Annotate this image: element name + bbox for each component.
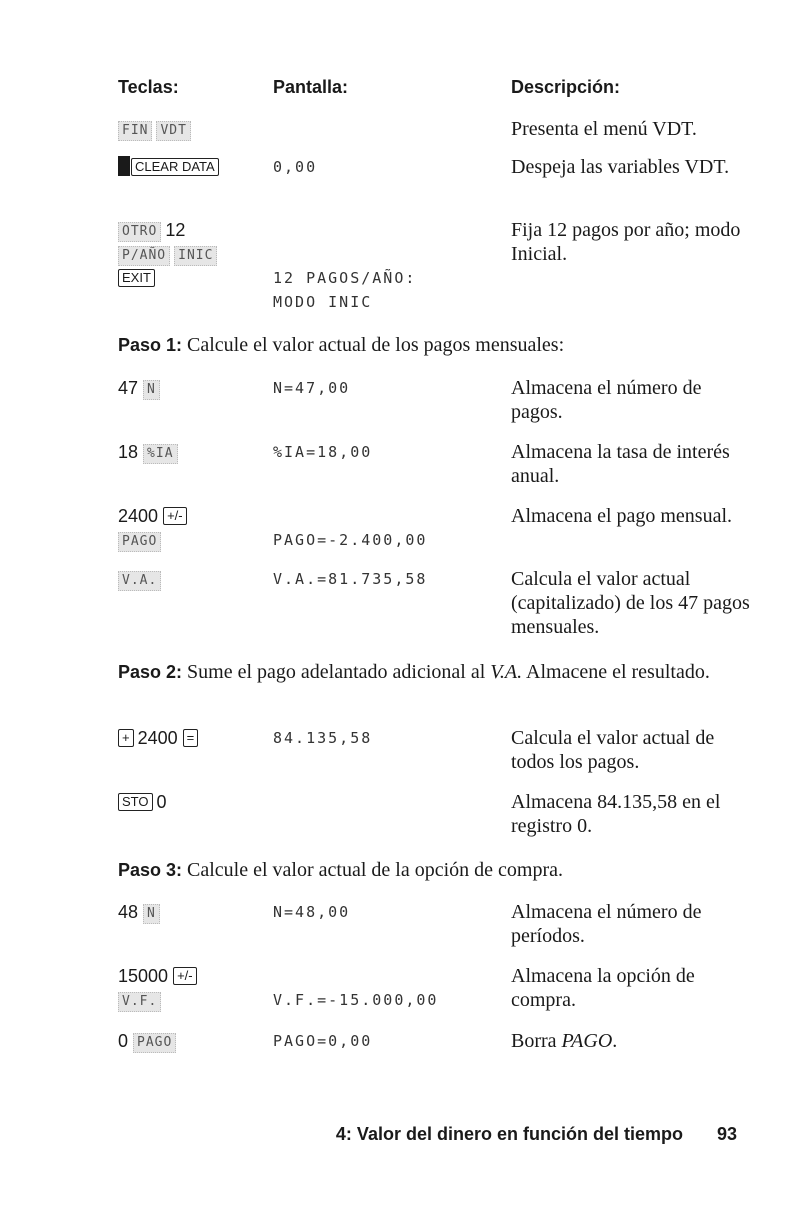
menu-key: %IA	[143, 444, 177, 464]
description-text: Almacena la tasa de interés anual.	[511, 441, 730, 487]
key-number: 15000	[118, 966, 169, 986]
step-2-italic: V.A.	[490, 661, 523, 683]
calculator-key: CLEAR DATA	[131, 158, 219, 176]
display-readout	[273, 218, 416, 314]
display-readout	[273, 1029, 372, 1053]
description-text: Fija 12 pagos por año; modo Inicial.	[511, 219, 741, 265]
calculator-key: EXIT	[118, 269, 155, 287]
display-readout	[273, 376, 350, 400]
display-line	[273, 964, 438, 988]
key-sequence	[118, 790, 167, 814]
key-number: 0	[156, 792, 167, 812]
key-line	[118, 155, 223, 179]
page-footer	[336, 1124, 737, 1145]
display-line: 84.135,58	[273, 729, 373, 747]
menu-key: P/AÑO	[118, 246, 170, 266]
description-text: Calcula el valor actual (capitalizado) de los 47 pagos mensuales.	[511, 568, 750, 638]
menu-key: N	[143, 380, 160, 400]
calculator-key: +/-	[173, 967, 197, 985]
calculator-key: +	[118, 729, 134, 747]
header-description: Descripción:	[511, 77, 621, 97]
description-text: Presenta el menú VDT.	[511, 118, 697, 140]
step-2-text: Sume el pago adelantado adicional al	[187, 661, 491, 683]
key-line	[118, 440, 182, 464]
step-3-text: Calcule el valor actual de la opción de compra.	[187, 859, 563, 881]
display-line	[273, 218, 416, 242]
description-text: Almacena el número de pagos.	[511, 377, 702, 423]
key-line	[118, 964, 201, 988]
key-number: 2400	[118, 506, 159, 526]
description-part: .	[612, 1030, 618, 1052]
menu-key: N	[143, 904, 160, 924]
key-sequence	[118, 964, 201, 1012]
step-3-instruction	[118, 857, 738, 883]
key-line	[118, 266, 221, 290]
key-number: 18	[118, 442, 139, 462]
calculator-key: +/-	[163, 507, 187, 525]
step-1-instruction	[118, 332, 738, 358]
description-text: Calcula el valor actual de todos los pagos.	[511, 727, 715, 773]
display-readout	[273, 504, 427, 552]
menu-key: OTRO	[118, 222, 161, 242]
key-sequence	[118, 726, 202, 750]
menu-key: INIC	[174, 246, 217, 266]
description-italic: PAGO	[561, 1030, 613, 1052]
description-text	[511, 1029, 751, 1053]
description-text: Despeja las variables VDT.	[511, 156, 730, 178]
display-readout	[273, 900, 350, 924]
header-display: Pantalla:	[273, 77, 349, 97]
display-line: 12 PAGOS/AÑO:	[273, 269, 417, 287]
key-line	[118, 117, 195, 141]
key-number: 48	[118, 902, 139, 922]
display-line: MODO INIC	[273, 293, 373, 311]
key-line	[118, 504, 191, 528]
key-sequence	[118, 504, 191, 552]
step-2-label: Paso 2:	[118, 662, 183, 682]
display-line	[273, 242, 416, 266]
key-sequence	[118, 1029, 180, 1053]
display-readout	[273, 567, 427, 591]
calculator-key: =	[183, 729, 199, 747]
display-readout	[273, 964, 438, 1012]
shift-key-icon	[118, 156, 130, 176]
page-number: 93	[716, 1124, 737, 1144]
key-number: 12	[165, 220, 186, 240]
step-1-label: Paso 1:	[118, 335, 183, 355]
menu-key: FIN	[118, 121, 152, 141]
key-line	[118, 726, 202, 750]
menu-key: PAGO	[118, 532, 161, 552]
key-line	[118, 242, 221, 266]
key-sequence	[118, 440, 182, 464]
key-sequence	[118, 900, 164, 924]
step-2-text-end: Almacene el resultado.	[522, 661, 710, 683]
key-line	[118, 567, 165, 591]
description-text: Almacena el número de períodos.	[511, 901, 702, 947]
key-line	[118, 988, 201, 1012]
key-sequence	[118, 155, 223, 179]
display-line: V.F.=-15.000,00	[273, 991, 439, 1009]
display-line: PAGO=0,00	[273, 1032, 373, 1050]
key-number: 47	[118, 378, 139, 398]
display-line: %IA=18,00	[273, 443, 373, 461]
display-line: 0,00	[273, 158, 318, 176]
key-line	[118, 528, 191, 552]
key-sequence	[118, 376, 164, 400]
menu-key: PAGO	[133, 1033, 176, 1053]
display-line: V.A.=81.735,58	[273, 570, 428, 588]
key-number: 0	[118, 1031, 129, 1051]
step-3-label: Paso 3:	[118, 860, 183, 880]
key-line	[118, 900, 164, 924]
description-text: Almacena la opción de compra.	[511, 965, 695, 1011]
chapter-title: 4: Valor del dinero en función del tiempo	[335, 1124, 683, 1144]
key-sequence	[118, 567, 165, 591]
description-text: Almacena 84.135,58 en el registro 0.	[511, 791, 721, 837]
key-sequence	[118, 218, 221, 290]
menu-key: V.F.	[118, 992, 161, 1012]
display-line: PAGO=-2.400,00	[273, 531, 428, 549]
display-readout	[273, 440, 372, 464]
display-line	[273, 504, 427, 528]
step-1-text: Calcule el valor actual de los pagos mensuales:	[187, 334, 565, 356]
menu-key: V.A.	[118, 571, 161, 591]
key-line	[118, 376, 164, 400]
display-line: N=47,00	[273, 379, 351, 397]
display-readout	[273, 726, 372, 750]
calculator-key: STO	[118, 793, 153, 811]
step-2-instruction	[118, 659, 738, 685]
key-number: 2400	[137, 728, 178, 748]
key-sequence	[118, 117, 195, 141]
description-text: Almacena el pago mensual.	[511, 505, 733, 527]
header-keys: Teclas:	[118, 77, 179, 97]
key-line	[118, 218, 221, 242]
description-part: Borra	[511, 1030, 562, 1052]
display-line: N=48,00	[273, 903, 351, 921]
display-readout	[273, 155, 317, 179]
key-line	[118, 790, 167, 814]
key-line	[118, 1029, 180, 1053]
menu-key: VDT	[156, 121, 190, 141]
